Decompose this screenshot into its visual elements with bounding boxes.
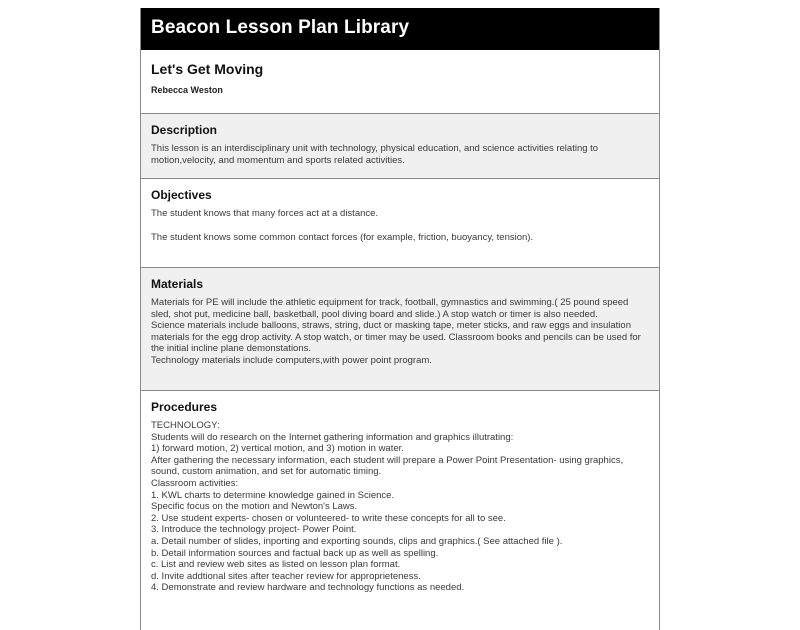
- procedure-line: TECHNOLOGY:: [151, 420, 220, 431]
- procedure-line: Students will do research on the Internet gathering information and graphics illutrating:: [151, 431, 514, 443]
- materials-technology: Technology materials include computers,with power point program.: [151, 354, 432, 366]
- materials-section: [141, 267, 659, 391]
- lesson-author: Rebecca Weston: [151, 85, 223, 95]
- description-text: This lesson is an interdisciplinary unit with technology, physical education, and science activities relating to motion,velocity, and momentum and sports related activities.: [151, 143, 599, 166]
- lesson-header-section: [141, 50, 659, 114]
- materials-pe: Materials for PE will include the athletic equipment for track, football, gymnastics and swimming.( 25 pound speed sled, shot put, medicine ball, basketball, pool diving board and slide.) A stop watch or timer is also needed.: [151, 297, 629, 320]
- procedure-line: d. Invite addtional sites after teacher review for approprieteness.: [151, 570, 421, 582]
- procedure-line: 4. Demonstrate and review hardware and technology functions as needed.: [151, 582, 465, 594]
- objective-item: The student knows some common contact forces (for example, friction, buoyancy, tension).: [151, 231, 534, 243]
- procedure-line: 1. KWL charts to determine knowledge gained in Science.: [151, 489, 395, 501]
- site-title: Beacon Lesson Plan Library: [151, 17, 410, 38]
- lesson-plan-page: [140, 8, 660, 630]
- site-banner: [141, 8, 659, 50]
- procedure-line: 3. Introduce the technology project- Power Point.: [151, 524, 357, 536]
- objectives-heading: Objectives: [151, 188, 212, 202]
- materials-heading: Materials: [151, 277, 204, 291]
- lesson-title: Let's Get Moving: [151, 61, 264, 77]
- procedure-line: Classroom activities:: [151, 477, 239, 489]
- procedure-line: b. Detail information sources and factual back up as well as spelling.: [151, 547, 439, 559]
- procedure-line: 1) forward motion, 2) vertical motion, and 3) motion in water.: [151, 443, 404, 455]
- objectives-section: [141, 178, 659, 268]
- description-section: [141, 113, 659, 179]
- procedure-line: After gathering the necessary information, each student will prepare a Power Point Presentation- using graphics, sound, custom animation, and set for automatic timing.: [151, 454, 624, 478]
- description-heading: Description: [151, 123, 218, 137]
- procedure-line: 2. Use student experts- chosen or volunteered- to write these concepts for all to see.: [151, 512, 506, 524]
- procedure-line: Specific focus on the motion and Newton's Laws.: [151, 501, 358, 513]
- objective-item: The student knows that many forces act at a distance.: [151, 208, 379, 219]
- materials-science: Science materials include balloons, straws, string, duct or masking tape, meter sticks, and raw eggs and insulation materials for the egg drop activity. A stop watch, or timer may be used. Classroom books and pencils can be used for the initial incline plane demonstations.: [151, 320, 641, 355]
- procedure-line: c. List and review web sites as listed on lesson plan format.: [151, 559, 401, 571]
- procedure-line: a. Detail number of slides, inporting and exporting sounds, clips and graphics.( See attached file ).: [151, 535, 563, 547]
- procedures-section: [141, 390, 659, 630]
- procedures-heading: Procedures: [151, 400, 218, 414]
